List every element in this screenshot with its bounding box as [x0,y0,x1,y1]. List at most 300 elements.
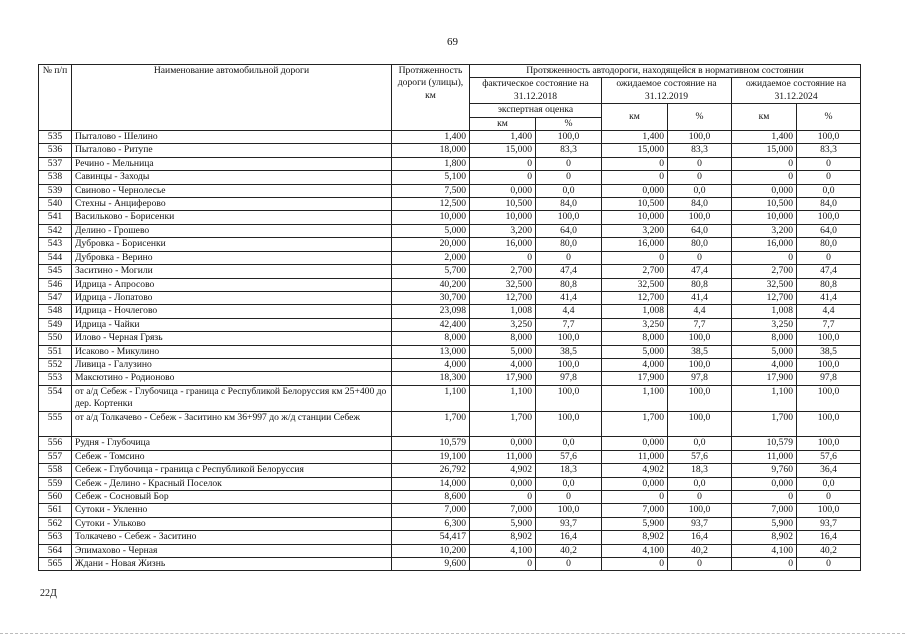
exp-2019-pct: 7,7 [668,318,732,331]
fact-2018-pct: 7,7 [536,318,602,331]
fact-2018-km: 0 [470,157,536,170]
table-row [39,385,861,411]
exp-2019-km: 0 [602,558,668,571]
road-length: 1,700 [392,411,470,437]
fact-2018-pct: 100,0 [536,211,602,224]
road-name: Стехны - Анциферово [72,198,392,211]
row-number: 553 [39,372,72,385]
exp-2019-km: 4,000 [602,358,668,371]
fact-2018-pct: 47,4 [536,265,602,278]
fact-2018-pct: 16,4 [536,531,602,544]
road-length: 10,000 [392,211,470,224]
header-expected-2024: ожидаемое состояние на 31.12.2024 [732,78,861,104]
exp-2019-km: 0,000 [602,184,668,197]
exp-2019-km: 3,200 [602,224,668,237]
table-row [39,531,861,544]
road-name: Себеж - Делино - Красный Поселок [72,477,392,490]
exp-2019-pct: 83,3 [668,144,732,157]
exp-2024-pct: 41,4 [797,291,861,304]
fact-2018-km: 3,200 [470,224,536,237]
table-body [39,131,861,571]
fact-2018-pct: 93,7 [536,517,602,530]
exp-2024-km: 11,000 [732,450,797,463]
row-number: 548 [39,305,72,318]
exp-2019-pct: 0,0 [668,477,732,490]
fact-2018-km: 2,700 [470,265,536,278]
header-normative: Протяженность автодороги, находящейся в нормативном состоянии [470,65,861,78]
fact-2018-km: 1,008 [470,305,536,318]
table-row [39,490,861,503]
exp-2024-pct: 0 [797,558,861,571]
exp-2024-pct: 0 [797,490,861,503]
road-length: 8,600 [392,490,470,503]
row-number: 561 [39,504,72,517]
row-number: 545 [39,265,72,278]
fact-2018-pct: 100,0 [536,385,602,411]
fact-2018-pct: 64,0 [536,224,602,237]
fact-2018-pct: 0,0 [536,437,602,450]
exp-2024-pct: 4,4 [797,305,861,318]
exp-2024-pct: 93,7 [797,517,861,530]
road-name: Рудня - Глубочица [72,437,392,450]
fact-2018-km: 12,700 [470,291,536,304]
exp-2019-km: 8,902 [602,531,668,544]
row-number: 549 [39,318,72,331]
exp-2019-pct: 47,4 [668,265,732,278]
fact-2018-km: 5,900 [470,517,536,530]
exp-2019-km: 32,500 [602,278,668,291]
fact-2018-km: 0,000 [470,477,536,490]
table-row [39,544,861,557]
fact-2018-km: 0 [470,490,536,503]
road-length: 5,700 [392,265,470,278]
road-name: Сутоки - Укленно [72,504,392,517]
road-name: Пыталово - Шелино [72,131,392,144]
fact-2018-pct: 84,0 [536,198,602,211]
exp-2024-km: 2,700 [732,265,797,278]
exp-2019-pct: 0,0 [668,437,732,450]
exp-2024-pct: 16,4 [797,531,861,544]
fact-2018-km: 0 [470,251,536,264]
table-row [39,477,861,490]
fact-2018-km: 4,100 [470,544,536,557]
table-row [39,411,861,437]
fact-2018-km: 32,500 [470,278,536,291]
road-name: Идрица - Ночлегово [72,305,392,318]
road-name: от а/д Толкачево - Себеж - Заситино км 36+997 до ж/д станции Себеж [72,411,392,437]
fact-2018-km: 17,900 [470,372,536,385]
table-row [39,291,861,304]
page-number: 69 [447,36,458,48]
road-length: 7,500 [392,184,470,197]
exp-2019-pct: 100,0 [668,211,732,224]
exp-2019-pct: 100,0 [668,358,732,371]
fact-2018-km: 16,000 [470,238,536,251]
header-pct-2024: % [797,104,861,131]
exp-2019-km: 8,000 [602,332,668,345]
exp-2024-km: 10,579 [732,437,797,450]
exp-2024-pct: 47,4 [797,265,861,278]
row-number: 565 [39,558,72,571]
table-row [39,504,861,517]
exp-2019-pct: 38,5 [668,345,732,358]
header-fact-2018: фактическое состояние на 31.12.2018 [470,78,602,104]
road-name: Дубровка - Верино [72,251,392,264]
road-name: Себеж - Сосновый Бор [72,490,392,503]
row-number: 550 [39,332,72,345]
exp-2024-pct: 40,2 [797,544,861,557]
exp-2019-pct: 0 [668,558,732,571]
road-length: 10,200 [392,544,470,557]
exp-2019-pct: 100,0 [668,411,732,437]
exp-2019-km: 0 [602,251,668,264]
road-length: 13,000 [392,345,470,358]
header-pct-2018: % [536,117,602,130]
row-number: 543 [39,238,72,251]
exp-2019-km: 4,902 [602,464,668,477]
exp-2019-pct: 84,0 [668,198,732,211]
row-number: 555 [39,411,72,437]
exp-2024-km: 1,700 [732,411,797,437]
exp-2024-pct: 0 [797,171,861,184]
exp-2024-km: 15,000 [732,144,797,157]
row-number: 557 [39,450,72,463]
exp-2024-km: 1,400 [732,131,797,144]
exp-2019-km: 1,100 [602,385,668,411]
roads-table [38,64,861,571]
fact-2018-pct: 18,3 [536,464,602,477]
road-length: 19,100 [392,450,470,463]
fact-2018-pct: 80,0 [536,238,602,251]
fact-2018-km: 8,000 [470,332,536,345]
road-name: Толкачево - Себеж - Заситино [72,531,392,544]
header-expert-estimate: экспертная оценка [470,104,602,117]
table-row [39,372,861,385]
fact-2018-km: 1,700 [470,411,536,437]
fact-2018-km: 3,250 [470,318,536,331]
exp-2019-pct: 41,4 [668,291,732,304]
exp-2024-km: 0 [732,157,797,170]
exp-2024-pct: 97,8 [797,372,861,385]
row-number: 539 [39,184,72,197]
fact-2018-km: 0 [470,558,536,571]
road-length: 1,800 [392,157,470,170]
exp-2024-km: 0,000 [732,184,797,197]
fact-2018-km: 8,902 [470,531,536,544]
exp-2024-km: 7,000 [732,504,797,517]
exp-2024-km: 10,000 [732,211,797,224]
exp-2024-km: 0 [732,558,797,571]
fact-2018-km: 1,400 [470,131,536,144]
exp-2024-km: 4,100 [732,544,797,557]
fact-2018-km: 4,902 [470,464,536,477]
fact-2018-pct: 0 [536,157,602,170]
fact-2018-pct: 38,5 [536,345,602,358]
fact-2018-pct: 100,0 [536,504,602,517]
exp-2024-km: 3,200 [732,224,797,237]
road-length: 23,098 [392,305,470,318]
exp-2024-pct: 100,0 [797,332,861,345]
row-number: 551 [39,345,72,358]
exp-2024-pct: 36,4 [797,464,861,477]
fact-2018-pct: 100,0 [536,358,602,371]
fact-2018-pct: 100,0 [536,411,602,437]
fact-2018-km: 15,000 [470,144,536,157]
fact-2018-pct: 83,3 [536,144,602,157]
fact-2018-pct: 100,0 [536,332,602,345]
table-row [39,450,861,463]
header-pct-2019: % [668,104,732,131]
table-row [39,144,861,157]
exp-2024-km: 10,500 [732,198,797,211]
exp-2024-pct: 84,0 [797,198,861,211]
header-num: № п/п [39,65,72,131]
header-length: Протяженность дороги (улицы), км [392,65,470,131]
fact-2018-pct: 40,2 [536,544,602,557]
row-number: 537 [39,157,72,170]
exp-2019-km: 1,700 [602,411,668,437]
road-length: 42,400 [392,318,470,331]
exp-2019-pct: 16,4 [668,531,732,544]
row-number: 563 [39,531,72,544]
exp-2019-km: 3,250 [602,318,668,331]
row-number: 547 [39,291,72,304]
road-length: 12,500 [392,198,470,211]
bottom-rule [0,633,905,634]
exp-2024-km: 12,700 [732,291,797,304]
exp-2019-km: 0,000 [602,437,668,450]
table-row [39,238,861,251]
exp-2024-pct: 64,0 [797,224,861,237]
exp-2024-pct: 0 [797,157,861,170]
exp-2019-pct: 18,3 [668,464,732,477]
road-length: 10,579 [392,437,470,450]
exp-2024-km: 4,000 [732,358,797,371]
exp-2024-pct: 100,0 [797,385,861,411]
road-name: Максютино - Родионово [72,372,392,385]
exp-2024-km: 17,900 [732,372,797,385]
fact-2018-km: 5,000 [470,345,536,358]
exp-2019-pct: 97,8 [668,372,732,385]
exp-2024-pct: 80,8 [797,278,861,291]
exp-2024-pct: 100,0 [797,411,861,437]
exp-2019-pct: 0 [668,157,732,170]
table-row [39,305,861,318]
row-number: 544 [39,251,72,264]
road-length: 4,000 [392,358,470,371]
row-number: 560 [39,490,72,503]
fact-2018-pct: 41,4 [536,291,602,304]
row-number: 536 [39,144,72,157]
exp-2024-km: 16,000 [732,238,797,251]
fact-2018-pct: 100,0 [536,131,602,144]
road-length: 40,200 [392,278,470,291]
road-length: 5,100 [392,171,470,184]
exp-2024-km: 8,902 [732,531,797,544]
fact-2018-km: 0,000 [470,437,536,450]
row-number: 559 [39,477,72,490]
fact-2018-pct: 0 [536,251,602,264]
table-row [39,517,861,530]
exp-2019-km: 2,700 [602,265,668,278]
row-number: 546 [39,278,72,291]
row-number: 540 [39,198,72,211]
row-number: 538 [39,171,72,184]
table-row [39,184,861,197]
exp-2024-pct: 100,0 [797,211,861,224]
header-road-name: Наименование автомобильной дороги [72,65,392,131]
header-expected-2019: ожидаемое состояние на 31.12.2019 [602,78,732,104]
table-row [39,251,861,264]
fact-2018-km: 1,100 [470,385,536,411]
row-number: 564 [39,544,72,557]
exp-2024-km: 1,100 [732,385,797,411]
exp-2024-km: 0,000 [732,477,797,490]
road-name: Илово - Черная Грязь [72,332,392,345]
exp-2024-pct: 0,0 [797,477,861,490]
road-name: Речино - Мельница [72,157,392,170]
exp-2019-pct: 0 [668,251,732,264]
fact-2018-pct: 0,0 [536,184,602,197]
exp-2024-km: 5,900 [732,517,797,530]
fact-2018-km: 4,000 [470,358,536,371]
exp-2019-km: 16,000 [602,238,668,251]
road-name: Свиново - Чернолесье [72,184,392,197]
exp-2019-pct: 57,6 [668,450,732,463]
table-row [39,131,861,144]
road-name: Ждани - Новая Жизнь [72,558,392,571]
road-name: Пыталово - Ритупе [72,144,392,157]
road-length: 9,600 [392,558,470,571]
exp-2024-pct: 38,5 [797,345,861,358]
road-length: 20,000 [392,238,470,251]
row-number: 541 [39,211,72,224]
exp-2024-km: 0 [732,251,797,264]
road-name: от а/д Себеж - Глубочица - граница с Республикой Белоруссия км 25+400 до дер. Кортенки [72,385,392,411]
exp-2019-km: 0 [602,490,668,503]
fact-2018-pct: 0 [536,558,602,571]
table-row [39,171,861,184]
exp-2024-km: 3,250 [732,318,797,331]
road-length: 14,000 [392,477,470,490]
road-name: Себеж - Томсино [72,450,392,463]
table-row [39,278,861,291]
road-length: 7,000 [392,504,470,517]
exp-2024-km: 0 [732,490,797,503]
road-name: Идрица - Лопатово [72,291,392,304]
footer-code: 22Д [40,588,57,599]
row-number: 552 [39,358,72,371]
row-number: 554 [39,385,72,411]
fact-2018-pct: 80,8 [536,278,602,291]
exp-2019-pct: 100,0 [668,385,732,411]
road-length: 18,000 [392,144,470,157]
table-row [39,332,861,345]
road-length: 5,000 [392,224,470,237]
fact-2018-km: 0,000 [470,184,536,197]
row-number: 535 [39,131,72,144]
row-number: 558 [39,464,72,477]
road-length: 1,400 [392,131,470,144]
row-number: 556 [39,437,72,450]
road-name: Идрица - Апросово [72,278,392,291]
road-name: Савинцы - Заходы [72,171,392,184]
road-length: 1,100 [392,385,470,411]
exp-2019-km: 7,000 [602,504,668,517]
road-name: Заситино - Могили [72,265,392,278]
exp-2024-km: 8,000 [732,332,797,345]
exp-2019-km: 0 [602,157,668,170]
exp-2019-pct: 4,4 [668,305,732,318]
exp-2019-km: 12,700 [602,291,668,304]
road-name: Идрица - Чайки [72,318,392,331]
exp-2024-pct: 80,0 [797,238,861,251]
table-row [39,437,861,450]
exp-2019-km: 17,900 [602,372,668,385]
table-row [39,157,861,170]
row-number: 562 [39,517,72,530]
road-length: 6,300 [392,517,470,530]
exp-2019-km: 0,000 [602,477,668,490]
fact-2018-km: 0 [470,171,536,184]
table-row [39,224,861,237]
table-row [39,558,861,571]
row-number: 542 [39,224,72,237]
road-length: 18,300 [392,372,470,385]
exp-2024-pct: 57,6 [797,450,861,463]
header-km-2024: км [732,104,797,131]
fact-2018-pct: 0 [536,490,602,503]
exp-2019-pct: 64,0 [668,224,732,237]
table-row [39,211,861,224]
road-length: 30,700 [392,291,470,304]
table-row [39,345,861,358]
exp-2024-km: 9,760 [732,464,797,477]
exp-2024-pct: 7,7 [797,318,861,331]
fact-2018-pct: 4,4 [536,305,602,318]
fact-2018-pct: 0 [536,171,602,184]
road-name: Делино - Грошево [72,224,392,237]
road-name: Ливица - Галузино [72,358,392,371]
exp-2024-pct: 100,0 [797,131,861,144]
exp-2019-pct: 93,7 [668,517,732,530]
exp-2024-pct: 0 [797,251,861,264]
road-length: 8,000 [392,332,470,345]
fact-2018-km: 10,000 [470,211,536,224]
fact-2018-pct: 97,8 [536,372,602,385]
road-name: Васильково - Борисенки [72,211,392,224]
exp-2019-pct: 80,8 [668,278,732,291]
fact-2018-km: 11,000 [470,450,536,463]
exp-2019-km: 15,000 [602,144,668,157]
exp-2019-pct: 0,0 [668,184,732,197]
road-length: 54,417 [392,531,470,544]
table-row [39,318,861,331]
exp-2019-km: 10,000 [602,211,668,224]
header-km-2018: км [470,117,536,130]
exp-2024-km: 32,500 [732,278,797,291]
exp-2019-km: 5,000 [602,345,668,358]
exp-2024-pct: 100,0 [797,504,861,517]
exp-2019-km: 0 [602,171,668,184]
exp-2024-pct: 100,0 [797,437,861,450]
table-row [39,464,861,477]
road-name: Эпимахово - Черная [72,544,392,557]
exp-2019-pct: 40,2 [668,544,732,557]
fact-2018-km: 10,500 [470,198,536,211]
exp-2024-pct: 0,0 [797,184,861,197]
exp-2019-pct: 0 [668,490,732,503]
